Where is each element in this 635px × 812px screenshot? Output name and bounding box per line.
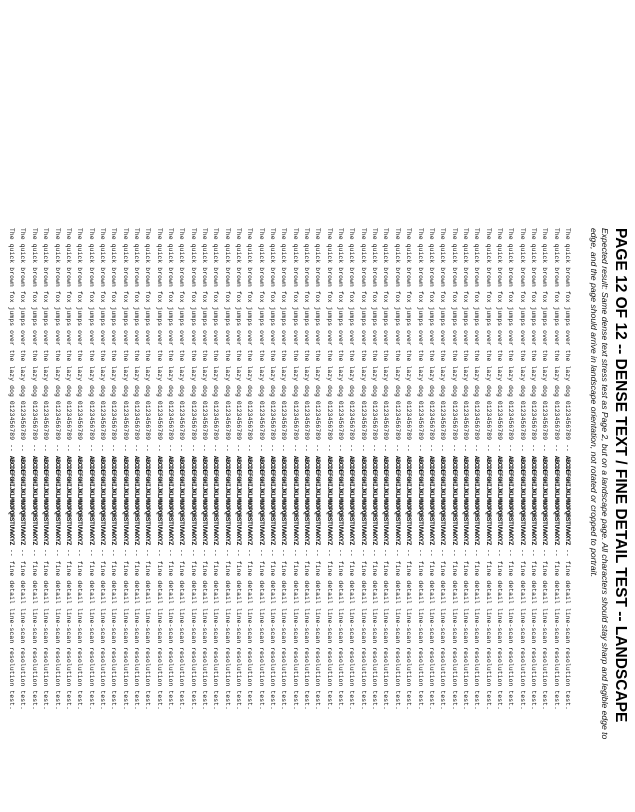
text-line-alphabet: ABCDEFGHIJKLMNOPQRSTUVWXYZ [439, 455, 447, 546]
text-line [323, 228, 334, 788]
text-line [153, 228, 164, 788]
text-line-alphabet: ABCDEFGHIJKLMNOPQRSTUVWXYZ [8, 455, 16, 546]
text-line-tail: -- fine detail line-scan resolution test. [303, 545, 311, 711]
text-line-tail: -- fine detail line-scan resolution test. [76, 545, 84, 711]
text-line [528, 228, 539, 788]
text-line [471, 228, 482, 788]
text-line-alphabet: ABCDEFGHIJKLMNOPQRSTUVWXYZ [473, 455, 481, 546]
text-line-phrase: The quick brown fox jumps over the lazy dog 0123456789 -- [64, 228, 72, 456]
text-line-tail: -- fine detail line-scan resolution test. [257, 545, 265, 711]
text-line-tail: -- fine detail line-scan resolution test. [552, 545, 560, 711]
text-line-tail: -- fine detail line-scan resolution test. [144, 545, 152, 711]
text-line [550, 228, 561, 788]
text-line-alphabet: ABCDEFGHIJKLMNOPQRSTUVWXYZ [280, 455, 288, 546]
text-line [51, 228, 62, 788]
text-line-phrase: The quick brown fox jumps over the lazy dog 0123456789 -- [450, 228, 458, 456]
page-title: PAGE 12 OF 12 -- DENSE TEXT / FINE DETAIL TEST -- LANDSCAPE [612, 228, 629, 723]
text-line-tail: -- fine detail line-scan resolution test. [337, 545, 345, 711]
text-line [369, 228, 380, 788]
text-line-tail: -- fine detail line-scan resolution test. [223, 545, 231, 711]
text-line-tail: -- fine detail line-scan resolution test. [405, 545, 413, 711]
text-line-tail: -- fine detail line-scan resolution test. [450, 545, 458, 711]
text-line-tail: -- fine detail line-scan resolution test. [427, 545, 435, 711]
text-line-phrase: The quick brown fox jumps over the lazy dog 0123456789 -- [541, 228, 549, 456]
text-line-alphabet: ABCDEFGHIJKLMNOPQRSTUVWXYZ [405, 455, 413, 546]
text-line [40, 228, 51, 788]
text-line [312, 228, 323, 788]
text-line [244, 228, 255, 788]
text-line [516, 228, 527, 788]
text-line-alphabet: ABCDEFGHIJKLMNOPQRSTUVWXYZ [223, 455, 231, 546]
text-line-alphabet: ABCDEFGHIJKLMNOPQRSTUVWXYZ [359, 455, 367, 546]
text-line [176, 228, 187, 788]
text-line [335, 228, 346, 788]
text-line-tail: -- fine detail line-scan resolution test. [325, 545, 333, 711]
text-line [437, 228, 448, 788]
text-line-phrase: The quick brown fox jumps over the lazy dog 0123456789 -- [178, 228, 186, 456]
text-line-tail: -- fine detail line-scan resolution test. [280, 545, 288, 711]
text-line-alphabet: ABCDEFGHIJKLMNOPQRSTUVWXYZ [269, 455, 277, 546]
text-line-alphabet: ABCDEFGHIJKLMNOPQRSTUVWXYZ [291, 455, 299, 546]
text-line-phrase: The quick brown fox jumps over the lazy dog 0123456789 -- [132, 228, 140, 456]
text-line-alphabet: ABCDEFGHIJKLMNOPQRSTUVWXYZ [552, 455, 560, 546]
text-line-alphabet: ABCDEFGHIJKLMNOPQRSTUVWXYZ [541, 455, 549, 546]
text-line-phrase: The quick brown fox jumps over the lazy dog 0123456789 -- [382, 228, 390, 456]
text-line-phrase: The quick brown fox jumps over the lazy dog 0123456789 -- [405, 228, 413, 456]
text-line-phrase: The quick brown fox jumps over the lazy dog 0123456789 -- [337, 228, 345, 456]
text-line-tail: -- fine detail line-scan resolution test. [371, 545, 379, 711]
text-line-phrase: The quick brown fox jumps over the lazy dog 0123456789 -- [495, 228, 503, 456]
text-line-tail: -- fine detail line-scan resolution test. [393, 545, 401, 711]
text-line-tail: -- fine detail line-scan resolution test. [246, 545, 254, 711]
text-line-alphabet: ABCDEFGHIJKLMNOPQRSTUVWXYZ [178, 455, 186, 546]
text-line-phrase: The quick brown fox jumps over the lazy dog 0123456789 -- [53, 228, 61, 456]
text-line-tail: -- fine detail line-scan resolution test. [484, 545, 492, 711]
text-line-tail: -- fine detail line-scan resolution test. [541, 545, 549, 711]
text-line-tail: -- fine detail line-scan resolution test. [53, 545, 61, 711]
text-line [210, 228, 221, 788]
text-line [448, 228, 459, 788]
text-line-phrase: The quick brown fox jumps over the lazy dog 0123456789 -- [518, 228, 526, 456]
text-line-phrase: The quick brown fox jumps over the lazy dog 0123456789 -- [529, 228, 537, 456]
text-line-alphabet: ABCDEFGHIJKLMNOPQRSTUVWXYZ [393, 455, 401, 546]
text-line-tail: -- fine detail line-scan resolution test. [8, 545, 16, 711]
text-line-phrase: The quick brown fox jumps over the lazy dog 0123456789 -- [98, 228, 106, 456]
text-line [346, 228, 357, 788]
text-line-alphabet: ABCDEFGHIJKLMNOPQRSTUVWXYZ [53, 455, 61, 546]
text-line [403, 228, 414, 788]
text-line-alphabet: ABCDEFGHIJKLMNOPQRSTUVWXYZ [450, 455, 458, 546]
text-line-tail: -- fine detail line-scan resolution test. [189, 545, 197, 711]
text-line-phrase: The quick brown fox jumps over the lazy dog 0123456789 -- [303, 228, 311, 456]
text-line-phrase: The quick brown fox jumps over the lazy dog 0123456789 -- [8, 228, 16, 456]
text-line [221, 228, 232, 788]
text-line [233, 228, 244, 788]
text-line [131, 228, 142, 788]
text-line-phrase: The quick brown fox jumps over the lazy dog 0123456789 -- [359, 228, 367, 456]
text-line [63, 228, 74, 788]
text-line-phrase: The quick brown fox jumps over the lazy dog 0123456789 -- [110, 228, 118, 456]
text-line [539, 228, 550, 788]
text-line-tail: -- fine detail line-scan resolution test. [269, 545, 277, 711]
text-line-alphabet: ABCDEFGHIJKLMNOPQRSTUVWXYZ [235, 455, 243, 546]
text-line-alphabet: ABCDEFGHIJKLMNOPQRSTUVWXYZ [337, 455, 345, 546]
text-line-tail: -- fine detail line-scan resolution test. [348, 545, 356, 711]
text-line [97, 228, 108, 788]
text-line [255, 228, 266, 788]
text-line-alphabet: ABCDEFGHIJKLMNOPQRSTUVWXYZ [303, 455, 311, 546]
text-line-tail: -- fine detail line-scan resolution test. [166, 545, 174, 711]
text-line-phrase: The quick brown fox jumps over the lazy dog 0123456789 -- [314, 228, 322, 456]
text-line-phrase: The quick brown fox jumps over the lazy dog 0123456789 -- [325, 228, 333, 456]
text-line-alphabet: ABCDEFGHIJKLMNOPQRSTUVWXYZ [155, 455, 163, 546]
text-line-tail: -- fine detail line-scan resolution test. [87, 545, 95, 711]
text-line [482, 228, 493, 788]
text-line-phrase: The quick brown fox jumps over the lazy dog 0123456789 -- [371, 228, 379, 456]
text-line-tail: -- fine detail line-scan resolution test. [110, 545, 118, 711]
text-line-alphabet: ABCDEFGHIJKLMNOPQRSTUVWXYZ [382, 455, 390, 546]
text-line [29, 228, 40, 788]
text-line-alphabet: ABCDEFGHIJKLMNOPQRSTUVWXYZ [348, 455, 356, 546]
text-line [165, 228, 176, 788]
text-line-phrase: The quick brown fox jumps over the lazy dog 0123456789 -- [291, 228, 299, 456]
text-line-tail: -- fine detail line-scan resolution test. [461, 545, 469, 711]
text-line-alphabet: ABCDEFGHIJKLMNOPQRSTUVWXYZ [416, 455, 424, 546]
text-line-phrase: The quick brown fox jumps over the lazy dog 0123456789 -- [87, 228, 95, 456]
text-line-tail: -- fine detail line-scan resolution test. [178, 545, 186, 711]
text-line-alphabet: ABCDEFGHIJKLMNOPQRSTUVWXYZ [371, 455, 379, 546]
text-line [17, 228, 28, 788]
text-line-alphabet: ABCDEFGHIJKLMNOPQRSTUVWXYZ [461, 455, 469, 546]
text-line-alphabet: ABCDEFGHIJKLMNOPQRSTUVWXYZ [518, 455, 526, 546]
text-line [187, 228, 198, 788]
text-line-tail: -- fine detail line-scan resolution test. [132, 545, 140, 711]
text-line [380, 228, 391, 788]
text-line-phrase: The quick brown fox jumps over the lazy dog 0123456789 -- [201, 228, 208, 456]
text-line-tail: -- fine detail line-scan resolution test. [495, 545, 503, 711]
text-line-phrase: The quick brown fox jumps over the lazy dog 0123456789 -- [280, 228, 288, 456]
text-line-tail: -- fine detail line-scan resolution test. [19, 545, 27, 711]
text-line-tail: -- fine detail line-scan resolution test. [212, 545, 220, 711]
text-line [108, 228, 119, 788]
text-line [142, 228, 153, 788]
text-line-phrase: The quick brown fox jumps over the lazy dog 0123456789 -- [121, 228, 129, 456]
text-line-alphabet: ABCDEFGHIJKLMNOPQRSTUVWXYZ [484, 455, 492, 546]
text-line [301, 228, 312, 788]
text-line-alphabet: ABCDEFGHIJKLMNOPQRSTUVWXYZ [121, 455, 129, 546]
text-line-alphabet: ABCDEFGHIJKLMNOPQRSTUVWXYZ [427, 455, 435, 546]
text-line-phrase: The quick brown fox jumps over the lazy dog 0123456789 -- [144, 228, 152, 456]
text-line-alphabet: ABCDEFGHIJKLMNOPQRSTUVWXYZ [166, 455, 174, 546]
text-line [278, 228, 289, 788]
text-line [460, 228, 471, 788]
text-line-phrase: The quick brown fox jumps over the lazy dog 0123456789 -- [269, 228, 277, 456]
text-line-tail: -- fine detail line-scan resolution test. [201, 545, 208, 711]
text-line-phrase: The quick brown fox jumps over the lazy dog 0123456789 -- [416, 228, 424, 456]
text-line-tail: -- fine detail line-scan resolution test. [314, 545, 322, 711]
text-line-phrase: The quick brown fox jumps over the lazy dog 0123456789 -- [461, 228, 469, 456]
text-line-alphabet: ABCDEFGHIJKLMNOPQRSTUVWXYZ [495, 455, 503, 546]
text-line-alphabet: ABCDEFGHIJKLMNOPQRSTUVWXYZ [64, 455, 72, 546]
text-line [85, 228, 96, 788]
text-line [119, 228, 130, 788]
text-line-phrase: The quick brown fox jumps over the lazy dog 0123456789 -- [246, 228, 254, 456]
text-line-phrase: The quick brown fox jumps over the lazy dog 0123456789 -- [257, 228, 265, 456]
text-line-alphabet: ABCDEFGHIJKLMNOPQRSTUVWXYZ [42, 455, 50, 546]
text-line-alphabet: ABCDEFGHIJKLMNOPQRSTUVWXYZ [257, 455, 265, 546]
text-line [289, 228, 300, 788]
text-line-alphabet: ABCDEFGHIJKLMNOPQRSTUVWXYZ [76, 455, 84, 546]
text-line-tail: -- fine detail line-scan resolution test. [529, 545, 537, 711]
text-line-tail: -- fine detail line-scan resolution test. [518, 545, 526, 711]
text-line [74, 228, 85, 788]
text-line-tail: -- fine detail line-scan resolution test. [235, 545, 243, 711]
text-line-phrase: The quick brown fox jumps over the lazy dog 0123456789 -- [155, 228, 163, 456]
text-line-phrase: The quick brown fox jumps over the lazy dog 0123456789 -- [30, 228, 38, 456]
text-line-phrase: The quick brown fox jumps over the lazy dog 0123456789 -- [166, 228, 174, 456]
text-line-tail: -- fine detail line-scan resolution test. [121, 545, 129, 711]
text-line [267, 228, 278, 788]
text-line-tail: -- fine detail line-scan resolution test. [64, 545, 72, 711]
text-line-phrase: The quick brown fox jumps over the lazy dog 0123456789 -- [223, 228, 231, 456]
text-line [199, 228, 210, 788]
text-line-tail: -- fine detail line-scan resolution test. [564, 545, 571, 711]
text-line-phrase: The quick brown fox jumps over the lazy dog 0123456789 -- [484, 228, 492, 456]
text-line-alphabet: ABCDEFGHIJKLMNOPQRSTUVWXYZ [325, 455, 333, 546]
text-line [392, 228, 403, 788]
text-line [426, 228, 437, 788]
text-line-tail: -- fine detail line-scan resolution test. [98, 545, 106, 711]
text-line-tail: -- fine detail line-scan resolution test. [439, 545, 447, 711]
text-line-phrase: The quick brown fox jumps over the lazy dog 0123456789 -- [19, 228, 27, 456]
text-line-alphabet: ABCDEFGHIJKLMNOPQRSTUVWXYZ [212, 455, 220, 546]
text-line-tail: -- fine detail line-scan resolution test. [416, 545, 424, 711]
text-line-alphabet: ABCDEFGHIJKLMNOPQRSTUVWXYZ [87, 455, 95, 546]
text-line-phrase: The quick brown fox jumps over the lazy dog 0123456789 -- [189, 228, 197, 456]
text-line [562, 228, 573, 788]
text-line-phrase: The quick brown fox jumps over the lazy dog 0123456789 -- [552, 228, 560, 456]
text-line-phrase: The quick brown fox jumps over the lazy dog 0123456789 -- [76, 228, 84, 456]
text-line-phrase: The quick brown fox jumps over the lazy dog 0123456789 -- [427, 228, 435, 456]
text-line [505, 228, 516, 788]
text-line [6, 228, 17, 788]
text-line-tail: -- fine detail line-scan resolution test. [382, 545, 390, 711]
text-line-alphabet: ABCDEFGHIJKLMNOPQRSTUVWXYZ [132, 455, 140, 546]
text-line-tail: -- fine detail line-scan resolution test. [155, 545, 163, 711]
text-line-tail: -- fine detail line-scan resolution test. [30, 545, 38, 711]
text-line-phrase: The quick brown fox jumps over the lazy dog 0123456789 -- [439, 228, 447, 456]
text-line-tail: -- fine detail line-scan resolution test. [507, 545, 515, 711]
text-line-phrase: The quick brown fox jumps over the lazy dog 0123456789 -- [42, 228, 50, 456]
text-line-phrase: The quick brown fox jumps over the lazy dog 0123456789 -- [212, 228, 220, 456]
text-line [414, 228, 425, 788]
text-line-alphabet: ABCDEFGHIJKLMNOPQRSTUVWXYZ [19, 455, 27, 546]
text-line-tail: -- fine detail line-scan resolution test. [473, 545, 481, 711]
dense-text-block [6, 228, 573, 788]
text-line-alphabet: ABCDEFGHIJKLMNOPQRSTUVWXYZ [30, 455, 38, 546]
text-line-alphabet: ABCDEFGHIJKLMNOPQRSTUVWXYZ [314, 455, 322, 546]
text-line-phrase: The quick brown fox jumps over the lazy dog 0123456789 -- [348, 228, 356, 456]
text-line-alphabet: ABCDEFGHIJKLMNOPQRSTUVWXYZ [564, 455, 571, 546]
page-subtitle: Expected result: Same dense text stress test as Page 2, but on a landscape page. All characters should stay sharp and legible edge to edge, and the page should arrive in landscape orientation, not rotated or cropped to portrait. [589, 228, 610, 740]
text-line-alphabet: ABCDEFGHIJKLMNOPQRSTUVWXYZ [246, 455, 254, 546]
text-line-phrase: The quick brown fox jumps over the lazy dog 0123456789 -- [235, 228, 243, 456]
text-line-alphabet: ABCDEFGHIJKLMNOPQRSTUVWXYZ [144, 455, 152, 546]
text-line-alphabet: ABCDEFGHIJKLMNOPQRSTUVWXYZ [507, 455, 515, 546]
text-line-phrase: The quick brown fox jumps over the lazy dog 0123456789 -- [473, 228, 481, 456]
text-line [357, 228, 368, 788]
text-line [494, 228, 505, 788]
text-line-tail: -- fine detail line-scan resolution test. [359, 545, 367, 711]
text-line-alphabet: ABCDEFGHIJKLMNOPQRSTUVWXYZ [110, 455, 118, 546]
text-line-alphabet: ABCDEFGHIJKLMNOPQRSTUVWXYZ [529, 455, 537, 546]
text-line-alphabet: ABCDEFGHIJKLMNOPQRSTUVWXYZ [201, 455, 208, 546]
text-line-phrase: The quick brown fox jumps over the lazy dog 0123456789 -- [393, 228, 401, 456]
text-line-alphabet: ABCDEFGHIJKLMNOPQRSTUVWXYZ [189, 455, 197, 546]
text-line-alphabet: ABCDEFGHIJKLMNOPQRSTUVWXYZ [98, 455, 106, 546]
text-line-phrase: The quick brown fox jumps over the lazy dog 0123456789 -- [564, 228, 571, 456]
text-line-tail: -- fine detail line-scan resolution test. [291, 545, 299, 711]
text-line-phrase: The quick brown fox jumps over the lazy dog 0123456789 -- [507, 228, 515, 456]
text-line-tail: -- fine detail line-scan resolution test. [42, 545, 50, 711]
